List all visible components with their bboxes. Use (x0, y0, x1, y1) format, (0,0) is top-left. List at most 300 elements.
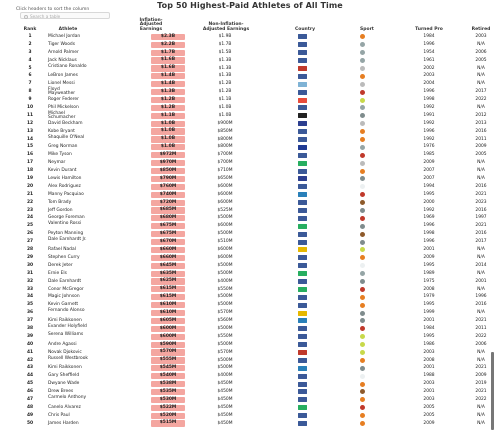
athlete-cell: Fernando Alonso (48, 308, 85, 314)
header-country[interactable]: Country (294, 26, 316, 32)
athlete-cell: David Beckham (48, 120, 83, 126)
rank-cell: 12 (26, 120, 34, 126)
inflation-earnings-cell (134, 159, 177, 167)
athlete-cell: Mike Tyson (48, 152, 72, 158)
table-row (18, 87, 487, 97)
retired-cell: N/A (477, 81, 485, 87)
earnings-pill: $610M (151, 310, 185, 316)
earnings-pill: $1.7B (151, 50, 185, 56)
inflation-earnings-cell (134, 341, 177, 349)
rank-cell: 10 (26, 105, 34, 111)
sport-cell (360, 49, 374, 57)
sport-icon (360, 34, 365, 39)
country-cell (298, 238, 312, 246)
athlete-cell: Valentino Rossi (48, 221, 82, 227)
inflation-earnings-cell (134, 349, 177, 357)
sport-cell (360, 88, 374, 96)
table-row (18, 143, 487, 151)
earnings-pill: $1.3B (151, 89, 185, 95)
non-inflation-earnings-cell: $600M (217, 223, 233, 229)
country-cell (298, 341, 312, 349)
table-row (18, 355, 485, 365)
turned-pro-cell: 1992 (423, 207, 435, 213)
turned-pro-cell: 1961 (423, 57, 435, 63)
sport-icon (360, 58, 365, 63)
turned-pro-cell: 1995 (423, 191, 435, 197)
country-cell (298, 309, 312, 317)
rank-cell: 36 (26, 310, 34, 316)
athlete-cell: Michael Jordan (48, 34, 81, 39)
sport-cell (360, 364, 374, 372)
sport-cell (360, 262, 374, 270)
non-inflation-earnings-cell: $600M (217, 254, 233, 260)
header-non-inflation-earnings[interactable]: Non-Inflation-Adjusted Earnings (202, 22, 250, 32)
sport-icon (360, 208, 365, 213)
turned-pro-cell: 1969 (423, 215, 435, 221)
country-cell (298, 357, 312, 365)
rank-cell: 22 (26, 199, 34, 205)
country-flag-icon (298, 161, 307, 166)
retired-cell: N/A (477, 247, 485, 253)
non-inflation-earnings-cell: $500M (217, 365, 233, 371)
retired-cell: 2005 (475, 57, 487, 63)
retired-cell: 2009 (475, 373, 487, 379)
athlete-cell: Kimi Raikkonen (48, 318, 82, 324)
country-flag-icon (298, 113, 307, 118)
turned-pro-cell: 2001 (423, 365, 435, 371)
sport-cell (360, 57, 374, 65)
turned-pro-cell: 1998 (423, 231, 435, 237)
table-row (18, 41, 485, 49)
sport-cell (360, 167, 374, 175)
turned-pro-cell: 2003 (423, 73, 435, 79)
sport-cell (360, 207, 374, 215)
table-row (18, 246, 485, 254)
retired-cell: N/A (477, 420, 485, 426)
retired-cell: 2019 (475, 381, 487, 387)
sport-cell (360, 143, 374, 151)
country-cell (298, 349, 312, 357)
retired-cell: N/A (477, 65, 485, 71)
country-cell (298, 104, 312, 112)
country-flag-icon (298, 326, 307, 331)
earnings-pill: $600M (151, 334, 185, 340)
table-body (18, 33, 487, 428)
country-flag-icon (298, 382, 307, 387)
country-cell (298, 293, 312, 301)
non-inflation-earnings-cell: $1.7B (218, 41, 232, 47)
sport-cell (360, 230, 374, 238)
country-cell (298, 49, 312, 57)
table-row (18, 128, 487, 136)
retired-cell: N/A (477, 286, 485, 292)
non-inflation-earnings-cell: $1.3B (218, 57, 232, 63)
country-cell (298, 262, 312, 270)
country-flag-icon (298, 58, 307, 63)
non-inflation-earnings-cell: $850M (217, 128, 233, 134)
earnings-pill: $545M (151, 365, 185, 371)
earnings-pill: $675M (151, 231, 185, 237)
table-header (18, 17, 491, 33)
country-flag-icon (298, 66, 307, 71)
country-flag-icon (298, 311, 307, 316)
sport-cell (360, 301, 374, 309)
retired-cell: 2021 (475, 191, 487, 197)
country-cell (298, 57, 312, 65)
sport-icon (360, 303, 365, 308)
non-inflation-earnings-cell: $700M (217, 152, 233, 158)
turned-pro-cell: 2009 (423, 160, 435, 166)
table-row (18, 199, 487, 207)
athlete-cell: Kevin Garnett (48, 302, 79, 308)
earnings-pill: $1.6B (151, 57, 185, 63)
rank-cell: 1 (28, 34, 32, 39)
athlete-cell: LeBron James (48, 73, 78, 79)
country-flag-icon (298, 334, 307, 339)
turned-pro-cell: 1996 (423, 89, 435, 95)
non-inflation-earnings-cell: $1.5B (218, 49, 232, 55)
country-cell (298, 112, 312, 120)
earnings-pill: $538M (151, 381, 185, 387)
sport-icon (360, 295, 365, 300)
table-row (18, 404, 485, 412)
turned-pro-cell: 2007 (423, 168, 435, 174)
athlete-cell: Jack Nicklaus (48, 57, 77, 63)
earnings-pill: $1.2B (151, 105, 185, 111)
sport-cell (360, 96, 374, 104)
turned-pro-cell: 2007 (423, 176, 435, 182)
country-cell (298, 286, 312, 294)
earnings-pill: $615M (151, 286, 185, 292)
table-row (18, 341, 487, 349)
table-row (18, 372, 487, 380)
retired-cell: 2011 (475, 325, 487, 331)
athlete-cell: Tiger Woods (48, 41, 75, 47)
earnings-pill: $1.2B (151, 97, 185, 103)
header-sport[interactable]: Sport (360, 26, 374, 32)
inflation-earnings-cell (134, 88, 176, 96)
country-cell (298, 65, 312, 73)
rank-cell: 23 (26, 207, 34, 213)
turned-pro-cell: 2001 (423, 247, 435, 253)
turned-pro-cell: 1996 (423, 41, 435, 47)
athlete-cell: Arnold Palmer (48, 49, 79, 55)
non-inflation-earnings-cell: $500M (217, 357, 233, 363)
country-cell (298, 222, 312, 230)
scrollbar-thumb[interactable] (491, 352, 494, 430)
athlete-cell: Serena Williams (48, 331, 84, 337)
non-inflation-earnings-cell: $400M (217, 278, 233, 284)
inflation-earnings-cell (134, 120, 176, 128)
table-row (18, 293, 487, 301)
turned-pro-cell: 1999 (423, 310, 435, 316)
country-flag-icon (298, 105, 307, 110)
turned-pro-cell: 2005 (423, 412, 435, 418)
country-cell (298, 420, 312, 428)
sport-cell (360, 246, 374, 254)
sport-icon (360, 145, 365, 150)
retired-cell: 2016 (475, 207, 487, 213)
turned-pro-cell: 1995 (423, 262, 435, 268)
retired-cell: 2016 (475, 183, 487, 189)
athlete-cell: Conor McGregor (48, 286, 84, 292)
inflation-earnings-cell (134, 104, 176, 112)
sport-cell (360, 222, 374, 230)
non-inflation-earnings-cell: $500M (217, 341, 233, 347)
non-inflation-earnings-cell: $800M (217, 136, 233, 142)
country-flag-icon (298, 208, 307, 213)
non-inflation-earnings-cell: $450M (217, 389, 233, 395)
country-flag-icon (298, 145, 307, 150)
table-row (18, 254, 485, 262)
country-flag-icon (298, 90, 307, 95)
athlete-cell: Chris Paul (48, 412, 70, 418)
country-flag-icon (298, 216, 307, 221)
non-inflation-earnings-cell: $600M (217, 183, 233, 189)
inflation-earnings-cell (134, 278, 177, 286)
retired-cell: 2023 (475, 199, 487, 205)
earnings-pill: $680M (151, 215, 185, 221)
retired-cell: N/A (477, 176, 485, 182)
header-retired[interactable]: Retired (471, 26, 491, 32)
country-flag-icon (298, 358, 307, 363)
header-turned-pro[interactable]: Turned Pro (415, 26, 443, 32)
athlete-cell: Manny Pacquiao (48, 191, 84, 197)
table-row (18, 214, 487, 222)
country-flag-icon (298, 421, 307, 426)
turned-pro-cell: 1996 (423, 128, 435, 134)
turned-pro-cell: 2001 (423, 318, 435, 324)
sport-icon (360, 105, 365, 110)
rank-cell: 21 (26, 191, 34, 197)
header-rank[interactable]: Rank (23, 26, 37, 32)
table-row (18, 286, 485, 294)
athlete-cell: Andre Agassi (48, 341, 77, 347)
athlete-cell: Cristiano Ronaldo (48, 63, 87, 69)
earnings-pill: $540M (151, 373, 185, 379)
inflation-earnings-cell (134, 128, 176, 136)
rank-cell: 8 (28, 89, 32, 95)
table-row (18, 120, 487, 128)
header-inflation-earnings[interactable]: Inflation-Adjusted Earnings (139, 17, 163, 32)
earnings-pill: $522M (151, 405, 185, 411)
sport-icon (360, 153, 365, 158)
inflation-earnings-cell (134, 65, 176, 73)
retired-cell: 2021 (475, 365, 487, 371)
retired-cell: 2006 (475, 341, 487, 347)
sport-cell (360, 349, 374, 357)
retired-cell: N/A (477, 310, 485, 316)
search-placeholder: Search a table (30, 14, 61, 19)
non-inflation-earnings-cell: $450M (217, 412, 233, 418)
sport-icon (360, 358, 365, 363)
retired-cell: 2013 (475, 120, 487, 126)
country-flag-icon (298, 98, 307, 103)
country-flag-icon (298, 397, 307, 402)
table-row (18, 364, 487, 372)
country-cell (298, 151, 312, 159)
rank-cell: 48 (26, 404, 34, 410)
sport-icon (360, 421, 365, 426)
table-row (18, 388, 487, 396)
retired-cell: N/A (477, 412, 485, 418)
athlete-cell: Magic Johnson (48, 294, 80, 300)
country-flag-icon (298, 271, 307, 276)
athlete-cell: Roger Federer (48, 97, 79, 103)
country-cell (298, 230, 312, 238)
athlete-cell: Drew Brees (48, 389, 74, 395)
table-row (18, 191, 487, 199)
sport-cell (360, 65, 374, 73)
country-cell (298, 33, 312, 41)
country-flag-icon (298, 389, 307, 394)
rank-cell: 40 (26, 341, 34, 347)
athlete-cell: Lewis Hamilton (48, 176, 82, 182)
sport-icon (360, 82, 365, 87)
retired-cell: 2022 (475, 97, 487, 103)
rank-cell: 2 (28, 41, 32, 47)
inflation-earnings-cell (134, 364, 177, 372)
rank-cell: 14 (26, 136, 34, 142)
rank-cell: 16 (26, 152, 34, 158)
inflation-earnings-cell (134, 136, 176, 144)
search-icon (24, 15, 28, 19)
search-input[interactable] (20, 12, 110, 19)
sport-cell (360, 270, 374, 278)
turned-pro-cell: 2002 (423, 65, 435, 71)
sport-cell (360, 120, 374, 128)
table-row (18, 134, 487, 144)
earnings-pill: $635M (151, 271, 185, 277)
table-row (18, 278, 487, 286)
earnings-pill: $605M (151, 318, 185, 324)
non-inflation-earnings-cell: $1.1B (218, 97, 232, 103)
country-flag-icon (298, 350, 307, 355)
non-inflation-earnings-cell: $450M (217, 404, 233, 410)
non-inflation-earnings-cell: $700M (217, 160, 233, 166)
athlete-cell: Kevin Durant (48, 168, 77, 174)
turned-pro-cell: 1995 (423, 302, 435, 308)
turned-pro-cell: 1989 (423, 270, 435, 276)
earnings-pill: $530M (151, 397, 185, 403)
header-athlete[interactable]: Athlete (58, 26, 78, 32)
country-flag-icon (298, 374, 307, 379)
non-inflation-earnings-cell: $800M (217, 144, 233, 150)
sport-icon (360, 287, 365, 292)
sport-cell (360, 238, 374, 246)
sport-cell (360, 159, 374, 167)
rank-cell: 19 (26, 176, 34, 182)
non-inflation-earnings-cell: $1.0B (218, 112, 232, 118)
sport-icon (360, 129, 365, 134)
sport-icon (360, 389, 365, 394)
country-cell (298, 199, 312, 207)
turned-pro-cell: 1996 (423, 239, 435, 245)
table-row (18, 159, 485, 167)
sport-cell (360, 80, 374, 88)
inflation-earnings-cell (134, 41, 176, 49)
country-cell (298, 72, 312, 80)
turned-pro-cell: 2000 (423, 199, 435, 205)
country-cell (298, 207, 312, 215)
rank-cell: 32 (26, 278, 34, 284)
country-cell (298, 372, 312, 380)
country-flag-icon (298, 82, 307, 87)
table-row (18, 110, 487, 120)
sport-cell (360, 136, 374, 144)
sport-icon (360, 90, 365, 95)
turned-pro-cell: 2008 (423, 286, 435, 292)
country-flag-icon (298, 192, 307, 197)
turned-pro-cell: 2008 (423, 357, 435, 363)
country-flag-icon (298, 137, 307, 142)
athlete-cell: Kobe Bryant (48, 128, 75, 134)
inflation-earnings-cell (134, 33, 176, 41)
athlete-cell: Neymar (48, 160, 66, 166)
country-cell (298, 159, 312, 167)
turned-pro-cell: 1998 (423, 97, 435, 103)
retired-cell: 2022 (475, 396, 487, 402)
table-row (18, 394, 487, 404)
earnings-pill: $645M (151, 263, 185, 269)
retired-cell: 2022 (475, 333, 487, 339)
inflation-earnings-cell (134, 112, 176, 120)
table-row (18, 167, 485, 175)
non-inflation-earnings-cell: $570M (217, 349, 233, 355)
earnings-pill: $685M (151, 207, 185, 213)
earnings-pill: $1.1B (151, 113, 185, 119)
country-flag-icon (298, 366, 307, 371)
non-inflation-earnings-cell: $525M (217, 207, 233, 213)
turned-pro-cell: 1984 (423, 325, 435, 331)
turned-pro-cell: 2003 (423, 396, 435, 402)
sport-icon (360, 382, 365, 387)
table-row (18, 33, 487, 41)
earnings-pill: $660M (151, 255, 185, 261)
retired-cell: 2021 (475, 318, 487, 324)
inflation-earnings-cell (134, 262, 177, 270)
retired-cell: N/A (477, 270, 485, 276)
country-flag-icon (298, 303, 307, 308)
country-flag-icon (298, 232, 307, 237)
sort-hint: Click headers to sort the column (16, 7, 90, 12)
table-row (18, 96, 487, 104)
sport-icon (360, 263, 365, 268)
country-flag-icon (298, 200, 307, 205)
country-cell (298, 191, 312, 199)
sport-cell (360, 380, 374, 388)
sport-cell (360, 404, 374, 412)
country-flag-icon (298, 318, 307, 323)
sport-cell (360, 254, 374, 262)
sport-icon (360, 247, 365, 252)
athlete-cell: Dale Earnhardt Jr. (48, 237, 87, 243)
rank-cell: 41 (26, 349, 34, 355)
athlete-cell: Rafael Nadal (48, 247, 76, 253)
inflation-earnings-cell (134, 96, 176, 104)
table-row (18, 420, 485, 428)
country-cell (298, 404, 312, 412)
rank-cell: 11 (26, 112, 34, 118)
table-row (18, 80, 485, 88)
turned-pro-cell: 1975 (423, 278, 435, 284)
rank-cell: 46 (26, 389, 34, 395)
turned-pro-cell: 1992 (423, 105, 435, 111)
inflation-earnings-cell (134, 80, 176, 88)
sport-icon (360, 279, 365, 284)
sport-icon (360, 271, 365, 276)
table-row (18, 237, 487, 246)
